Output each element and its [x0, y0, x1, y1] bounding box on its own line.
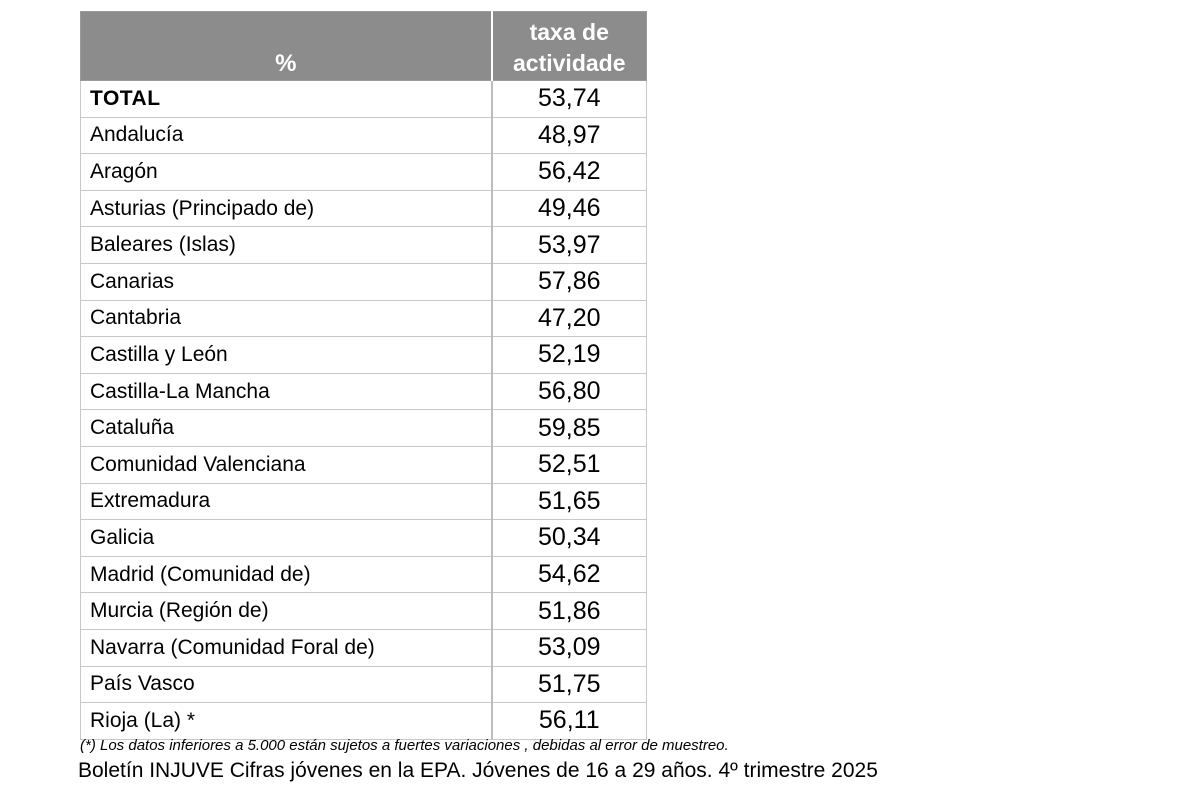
table-row	[81, 81, 647, 118]
table-header	[81, 12, 647, 81]
activity-rate-value: 59,85	[492, 410, 647, 447]
table-row	[81, 337, 647, 374]
table-row	[81, 593, 647, 630]
activity-rate-value: 51,86	[492, 593, 647, 630]
activity-rate-value: 52,19	[492, 337, 647, 374]
region-label: Andalucía	[81, 117, 492, 154]
region-label: Navarra (Comunidad Foral de)	[81, 629, 492, 666]
activity-rate-value: 48,97	[492, 117, 647, 154]
region-label: Castilla y León	[81, 337, 492, 374]
region-label: Murcia (Región de)	[81, 593, 492, 630]
table-row	[81, 227, 647, 264]
header-row	[81, 12, 647, 81]
region-label: Rioja (La) *	[81, 703, 492, 740]
activity-rate-value: 57,86	[492, 263, 647, 300]
source-caption: Boletín INJUVE Cifras jóvenes en la EPA. Jóvenes de 16 a 29 años. 4º trimestre 2025	[78, 759, 878, 782]
region-label: Canarias	[81, 263, 492, 300]
table-row	[81, 666, 647, 703]
table-body	[81, 81, 647, 740]
table-row	[81, 154, 647, 191]
footnote: (*) Los datos inferiores a 5.000 están sujetos a fuertes variaciones , debidas al error de muestreo.	[80, 737, 729, 754]
activity-rate-value: 54,62	[492, 556, 647, 593]
activity-rate-table-container	[80, 11, 646, 740]
table-row	[81, 410, 647, 447]
region-label: TOTAL	[81, 81, 492, 118]
activity-rate-value: 53,74	[492, 81, 647, 118]
activity-rate-value: 56,42	[492, 154, 647, 191]
activity-rate-value: 53,09	[492, 629, 647, 666]
table-row	[81, 300, 647, 337]
activity-rate-value: 51,75	[492, 666, 647, 703]
table-row	[81, 520, 647, 557]
region-label: Aragón	[81, 154, 492, 191]
activity-rate-value: 53,97	[492, 227, 647, 264]
activity-rate-value: 49,46	[492, 190, 647, 227]
header-activity-rate	[492, 12, 647, 81]
table-row	[81, 117, 647, 154]
table-row	[81, 483, 647, 520]
region-label: Madrid (Comunidad de)	[81, 556, 492, 593]
activity-rate-value: 56,80	[492, 373, 647, 410]
table-row	[81, 263, 647, 300]
table-row	[81, 446, 647, 483]
region-label: Asturias (Principado de)	[81, 190, 492, 227]
activity-rate-value: 47,20	[492, 300, 647, 337]
activity-rate-value: 56,11	[492, 703, 647, 740]
table-row	[81, 703, 647, 740]
activity-rate-value: 51,65	[492, 483, 647, 520]
header-activity-rate-line2: actividade	[513, 50, 626, 76]
table-row	[81, 556, 647, 593]
activity-rate-value: 52,51	[492, 446, 647, 483]
region-label: Cantabria	[81, 300, 492, 337]
activity-rate-value: 50,34	[492, 520, 647, 557]
header-percent: %	[81, 12, 492, 81]
region-label: País Vasco	[81, 666, 492, 703]
region-label: Comunidad Valenciana	[81, 446, 492, 483]
region-label: Cataluña	[81, 410, 492, 447]
region-label: Castilla-La Mancha	[81, 373, 492, 410]
header-activity-rate-line1: taxa de	[529, 19, 609, 45]
region-label: Galicia	[81, 520, 492, 557]
table-row	[81, 373, 647, 410]
activity-rate-table	[80, 11, 647, 740]
region-label: Extremadura	[81, 483, 492, 520]
region-label: Baleares (Islas)	[81, 227, 492, 264]
table-row	[81, 190, 647, 227]
table-row	[81, 629, 647, 666]
